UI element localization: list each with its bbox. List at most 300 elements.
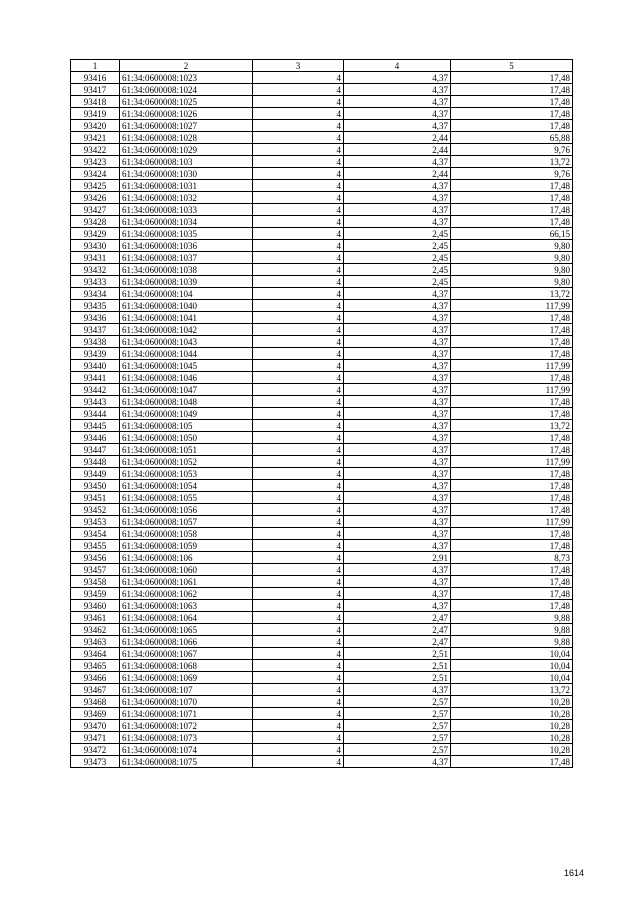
table-cell-col-3: 4 (253, 216, 344, 228)
table-cell-col-3: 4 (253, 312, 344, 324)
table-row (71, 732, 573, 744)
table-cell-col-4: 4,37 (344, 516, 451, 528)
table-cell-col-1: 93419 (71, 108, 120, 120)
table-row (71, 504, 573, 516)
table-row (71, 456, 573, 468)
table-cell-col-2: 61:34:0600008:1030 (120, 168, 253, 180)
table-cell-col-5: 17,48 (451, 324, 573, 336)
table-cell-col-5: 17,48 (451, 96, 573, 108)
table-cell-col-4: 4,37 (344, 288, 451, 300)
table-cell-col-4: 4,37 (344, 120, 451, 132)
table-cell-col-4: 4,37 (344, 84, 451, 96)
table-cell-col-4: 2,51 (344, 672, 451, 684)
table-cell-col-5: 117,99 (451, 300, 573, 312)
table-cell-col-5: 17,48 (451, 84, 573, 96)
table-cell-col-1: 93455 (71, 540, 120, 552)
table-row (71, 288, 573, 300)
table-cell-col-1: 93468 (71, 696, 120, 708)
table-row (71, 696, 573, 708)
table-row (71, 624, 573, 636)
table-cell-col-3: 4 (253, 492, 344, 504)
table-cell-col-1: 93424 (71, 168, 120, 180)
table-cell-col-1: 93426 (71, 192, 120, 204)
table-cell-col-3: 4 (253, 684, 344, 696)
table-cell-col-4: 4,37 (344, 492, 451, 504)
table-cell-col-5: 17,48 (451, 108, 573, 120)
table-cell-col-4: 4,37 (344, 336, 451, 348)
column-header-1: 1 (71, 60, 120, 72)
table-cell-col-1: 93444 (71, 408, 120, 420)
table-cell-col-3: 4 (253, 552, 344, 564)
table-row (71, 672, 573, 684)
table-cell-col-1: 93434 (71, 288, 120, 300)
table-cell-col-5: 17,48 (451, 600, 573, 612)
table-cell-col-1: 93458 (71, 576, 120, 588)
table-row (71, 360, 573, 372)
table-cell-col-1: 93430 (71, 240, 120, 252)
table-row (71, 84, 573, 96)
table-cell-col-5: 17,48 (451, 444, 573, 456)
table-cell-col-5: 17,48 (451, 408, 573, 420)
table-cell-col-1: 93472 (71, 744, 120, 756)
table-cell-col-1: 93453 (71, 516, 120, 528)
table-cell-col-2: 61:34:0600008:1027 (120, 120, 253, 132)
table-cell-col-1: 93432 (71, 264, 120, 276)
table-cell-col-4: 4,37 (344, 348, 451, 360)
table-cell-col-1: 93436 (71, 312, 120, 324)
table-cell-col-4: 4,37 (344, 96, 451, 108)
table-cell-col-1: 93460 (71, 600, 120, 612)
data-table (70, 59, 573, 768)
table-cell-col-5: 17,48 (451, 528, 573, 540)
table-cell-col-4: 4,37 (344, 444, 451, 456)
table-cell-col-3: 4 (253, 480, 344, 492)
table-cell-col-5: 17,48 (451, 468, 573, 480)
table-cell-col-5: 17,48 (451, 396, 573, 408)
table-cell-col-2: 61:34:0600008:1051 (120, 444, 253, 456)
table-cell-col-5: 10,28 (451, 732, 573, 744)
table-row (71, 576, 573, 588)
table-cell-col-5: 9,88 (451, 612, 573, 624)
table-cell-col-3: 4 (253, 204, 344, 216)
table-cell-col-2: 61:34:0600008:1063 (120, 600, 253, 612)
table-cell-col-4: 4,37 (344, 360, 451, 372)
table-cell-col-2: 61:34:0600008:1033 (120, 204, 253, 216)
table-cell-col-3: 4 (253, 432, 344, 444)
table-cell-col-5: 17,48 (451, 480, 573, 492)
table-cell-col-2: 61:34:0600008:1041 (120, 312, 253, 324)
table-row (71, 648, 573, 660)
table-cell-col-2: 61:34:0600008:103 (120, 156, 253, 168)
table-cell-col-2: 61:34:0600008:1055 (120, 492, 253, 504)
table-cell-col-5: 17,48 (451, 432, 573, 444)
table-cell-col-1: 93437 (71, 324, 120, 336)
table-cell-col-2: 61:34:0600008:1044 (120, 348, 253, 360)
table-cell-col-2: 61:34:0600008:1049 (120, 408, 253, 420)
table-row (71, 408, 573, 420)
table-cell-col-3: 4 (253, 348, 344, 360)
table-row (71, 204, 573, 216)
table-cell-col-4: 4,37 (344, 408, 451, 420)
table-cell-col-1: 93463 (71, 636, 120, 648)
table-cell-col-4: 4,37 (344, 540, 451, 552)
table-cell-col-3: 4 (253, 108, 344, 120)
table-cell-col-2: 61:34:0600008:106 (120, 552, 253, 564)
table-row (71, 588, 573, 600)
table-cell-col-1: 93465 (71, 660, 120, 672)
table-cell-col-3: 4 (253, 300, 344, 312)
table-cell-col-5: 17,48 (451, 576, 573, 588)
table-cell-col-2: 61:34:0600008:105 (120, 420, 253, 432)
table-cell-col-3: 4 (253, 240, 344, 252)
table-cell-col-4: 2,44 (344, 132, 451, 144)
table-body (71, 72, 573, 768)
table-cell-col-1: 93446 (71, 432, 120, 444)
table-row (71, 384, 573, 396)
table-cell-col-5: 10,04 (451, 660, 573, 672)
table-cell-col-3: 4 (253, 576, 344, 588)
table-cell-col-3: 4 (253, 636, 344, 648)
table-cell-col-2: 61:34:0600008:1067 (120, 648, 253, 660)
table-cell-col-1: 93421 (71, 132, 120, 144)
table-cell-col-1: 93447 (71, 444, 120, 456)
table-cell-col-1: 93422 (71, 144, 120, 156)
table-cell-col-5: 9,88 (451, 624, 573, 636)
table-cell-col-1: 93443 (71, 396, 120, 408)
table-header-row (71, 60, 573, 72)
table-cell-col-3: 4 (253, 612, 344, 624)
table-cell-col-5: 17,48 (451, 336, 573, 348)
table-cell-col-2: 61:34:0600008:1046 (120, 372, 253, 384)
table-row (71, 312, 573, 324)
table-cell-col-2: 61:34:0600008:104 (120, 288, 253, 300)
table-cell-col-2: 61:34:0600008:1043 (120, 336, 253, 348)
table-cell-col-3: 4 (253, 528, 344, 540)
table-cell-col-3: 4 (253, 660, 344, 672)
table-cell-col-3: 4 (253, 192, 344, 204)
table-cell-col-5: 17,48 (451, 372, 573, 384)
table-row (71, 156, 573, 168)
table-row (71, 708, 573, 720)
table-cell-col-4: 4,37 (344, 456, 451, 468)
table-cell-col-1: 93450 (71, 480, 120, 492)
table-cell-col-4: 4,37 (344, 588, 451, 600)
table-cell-col-4: 4,37 (344, 324, 451, 336)
table-cell-col-5: 17,48 (451, 180, 573, 192)
table-cell-col-5: 117,99 (451, 360, 573, 372)
table-cell-col-3: 4 (253, 372, 344, 384)
table-cell-col-1: 93473 (71, 756, 120, 768)
table-cell-col-2: 61:34:0600008:1028 (120, 132, 253, 144)
table-cell-col-1: 93462 (71, 624, 120, 636)
table-cell-col-1: 93469 (71, 708, 120, 720)
table-cell-col-3: 4 (253, 288, 344, 300)
table-cell-col-2: 61:34:0600008:1073 (120, 732, 253, 744)
table-row (71, 540, 573, 552)
table-cell-col-3: 4 (253, 732, 344, 744)
table-row (71, 492, 573, 504)
table-cell-col-3: 4 (253, 252, 344, 264)
table-cell-col-4: 2,47 (344, 636, 451, 648)
table-cell-col-1: 93420 (71, 120, 120, 132)
table-cell-col-2: 61:34:0600008:1057 (120, 516, 253, 528)
table-cell-col-5: 9,88 (451, 636, 573, 648)
table-cell-col-2: 61:34:0600008:1037 (120, 252, 253, 264)
table-cell-col-5: 8,73 (451, 552, 573, 564)
table-cell-col-1: 93439 (71, 348, 120, 360)
table-cell-col-1: 93427 (71, 204, 120, 216)
table-row (71, 192, 573, 204)
table-cell-col-5: 17,48 (451, 72, 573, 84)
table-cell-col-2: 61:34:0600008:1069 (120, 672, 253, 684)
table-cell-col-4: 4,37 (344, 576, 451, 588)
table-cell-col-5: 117,99 (451, 516, 573, 528)
table-cell-col-3: 4 (253, 384, 344, 396)
table-cell-col-2: 61:34:0600008:1074 (120, 744, 253, 756)
table-cell-col-2: 61:34:0600008:107 (120, 684, 253, 696)
table-cell-col-4: 4,37 (344, 396, 451, 408)
table-cell-col-1: 93459 (71, 588, 120, 600)
table-cell-col-3: 4 (253, 456, 344, 468)
table-cell-col-3: 4 (253, 228, 344, 240)
table-cell-col-2: 61:34:0600008:1050 (120, 432, 253, 444)
table-cell-col-2: 61:34:0600008:1053 (120, 468, 253, 480)
table-cell-col-1: 93464 (71, 648, 120, 660)
table-row (71, 264, 573, 276)
table-row (71, 600, 573, 612)
table-row (71, 336, 573, 348)
table-cell-col-1: 93467 (71, 684, 120, 696)
table-row (71, 180, 573, 192)
table-row (71, 72, 573, 84)
table-cell-col-2: 61:34:0600008:1040 (120, 300, 253, 312)
table-cell-col-1: 93416 (71, 72, 120, 84)
table-cell-col-1: 93451 (71, 492, 120, 504)
table-cell-col-1: 93441 (71, 372, 120, 384)
table-row (71, 552, 573, 564)
table-cell-col-5: 10,04 (451, 672, 573, 684)
table-cell-col-1: 93429 (71, 228, 120, 240)
table-cell-col-2: 61:34:0600008:1047 (120, 384, 253, 396)
table-cell-col-1: 93440 (71, 360, 120, 372)
table-row (71, 720, 573, 732)
table-cell-col-3: 4 (253, 180, 344, 192)
table-cell-col-3: 4 (253, 696, 344, 708)
table-cell-col-5: 17,48 (451, 120, 573, 132)
table-cell-col-1: 93457 (71, 564, 120, 576)
table-cell-col-4: 2,44 (344, 144, 451, 156)
table-cell-col-5: 13,72 (451, 684, 573, 696)
table-cell-col-3: 4 (253, 648, 344, 660)
table-cell-col-1: 93423 (71, 156, 120, 168)
table-cell-col-5: 17,48 (451, 504, 573, 516)
table-row (71, 660, 573, 672)
table-cell-col-4: 4,37 (344, 192, 451, 204)
table-cell-col-3: 4 (253, 540, 344, 552)
table-cell-col-3: 4 (253, 588, 344, 600)
table-cell-col-4: 4,37 (344, 72, 451, 84)
table-cell-col-2: 61:34:0600008:1034 (120, 216, 253, 228)
table-cell-col-5: 17,48 (451, 348, 573, 360)
table-cell-col-5: 9,76 (451, 144, 573, 156)
table-cell-col-3: 4 (253, 756, 344, 768)
table-row (71, 480, 573, 492)
table-cell-col-4: 4,37 (344, 684, 451, 696)
table-cell-col-2: 61:34:0600008:1036 (120, 240, 253, 252)
table-cell-col-4: 2,51 (344, 660, 451, 672)
table-cell-col-2: 61:34:0600008:1048 (120, 396, 253, 408)
table-cell-col-2: 61:34:0600008:1061 (120, 576, 253, 588)
table-cell-col-2: 61:34:0600008:1068 (120, 660, 253, 672)
table-cell-col-3: 4 (253, 408, 344, 420)
table-cell-col-1: 93445 (71, 420, 120, 432)
table-cell-col-5: 10,04 (451, 648, 573, 660)
table-row (71, 516, 573, 528)
table-cell-col-3: 4 (253, 360, 344, 372)
table-cell-col-3: 4 (253, 132, 344, 144)
table-cell-col-5: 10,28 (451, 720, 573, 732)
table-cell-col-5: 10,28 (451, 708, 573, 720)
table-cell-col-2: 61:34:0600008:1072 (120, 720, 253, 732)
table-cell-col-3: 4 (253, 516, 344, 528)
table-cell-col-4: 4,37 (344, 564, 451, 576)
table-cell-col-4: 4,37 (344, 216, 451, 228)
table-cell-col-3: 4 (253, 600, 344, 612)
table-cell-col-2: 61:34:0600008:1059 (120, 540, 253, 552)
table-cell-col-4: 4,37 (344, 300, 451, 312)
table-cell-col-5: 65,88 (451, 132, 573, 144)
table-cell-col-5: 17,48 (451, 588, 573, 600)
table-cell-col-2: 61:34:0600008:1031 (120, 180, 253, 192)
table-cell-col-4: 4,37 (344, 108, 451, 120)
table-cell-col-5: 66,15 (451, 228, 573, 240)
table-cell-col-1: 93456 (71, 552, 120, 564)
table-cell-col-4: 2,47 (344, 624, 451, 636)
table-cell-col-5: 9,76 (451, 168, 573, 180)
table-cell-col-2: 61:34:0600008:1024 (120, 84, 253, 96)
table-cell-col-4: 4,37 (344, 480, 451, 492)
table-cell-col-5: 17,48 (451, 216, 573, 228)
table-cell-col-5: 9,80 (451, 240, 573, 252)
table-cell-col-2: 61:34:0600008:1071 (120, 708, 253, 720)
table-cell-col-4: 4,37 (344, 528, 451, 540)
table-cell-col-4: 4,37 (344, 468, 451, 480)
table-cell-col-3: 4 (253, 468, 344, 480)
table-row (71, 276, 573, 288)
table-cell-col-3: 4 (253, 156, 344, 168)
table-cell-col-4: 2,57 (344, 708, 451, 720)
table-cell-col-3: 4 (253, 96, 344, 108)
table-cell-col-1: 93452 (71, 504, 120, 516)
column-header-5: 5 (451, 60, 573, 72)
table-cell-col-4: 4,37 (344, 504, 451, 516)
table-cell-col-2: 61:34:0600008:1056 (120, 504, 253, 516)
table-cell-col-2: 61:34:0600008:1075 (120, 756, 253, 768)
table-cell-col-4: 4,37 (344, 432, 451, 444)
table-cell-col-5: 117,99 (451, 384, 573, 396)
table-cell-col-2: 61:34:0600008:1052 (120, 456, 253, 468)
table-row (71, 348, 573, 360)
table-cell-col-2: 61:34:0600008:1064 (120, 612, 253, 624)
table-cell-col-1: 93425 (71, 180, 120, 192)
table-row (71, 420, 573, 432)
table-cell-col-3: 4 (253, 420, 344, 432)
table-cell-col-1: 93442 (71, 384, 120, 396)
table-cell-col-4: 4,37 (344, 180, 451, 192)
table-cell-col-1: 93454 (71, 528, 120, 540)
table-cell-col-3: 4 (253, 336, 344, 348)
table-cell-col-2: 61:34:0600008:1035 (120, 228, 253, 240)
table-cell-col-5: 9,80 (451, 276, 573, 288)
table-cell-col-1: 93471 (71, 732, 120, 744)
table-row (71, 300, 573, 312)
table-cell-col-3: 4 (253, 72, 344, 84)
table-cell-col-1: 93417 (71, 84, 120, 96)
table-cell-col-5: 17,48 (451, 192, 573, 204)
table-row (71, 468, 573, 480)
table-cell-col-4: 2,47 (344, 612, 451, 624)
table-row (71, 168, 573, 180)
table-row (71, 216, 573, 228)
table-row (71, 756, 573, 768)
table-row (71, 108, 573, 120)
table-cell-col-3: 4 (253, 144, 344, 156)
table-cell-col-3: 4 (253, 264, 344, 276)
table-row (71, 612, 573, 624)
table-cell-col-3: 4 (253, 708, 344, 720)
table-cell-col-1: 93470 (71, 720, 120, 732)
table-cell-col-1: 93418 (71, 96, 120, 108)
table-cell-col-2: 61:34:0600008:1058 (120, 528, 253, 540)
table-cell-col-2: 61:34:0600008:1070 (120, 696, 253, 708)
table-row (71, 636, 573, 648)
table-cell-col-4: 2,91 (344, 552, 451, 564)
table-row (71, 396, 573, 408)
table-cell-col-3: 4 (253, 504, 344, 516)
table-row (71, 564, 573, 576)
column-header-2: 2 (120, 60, 253, 72)
table-row (71, 252, 573, 264)
table-row (71, 432, 573, 444)
table-row (71, 96, 573, 108)
table-cell-col-4: 4,37 (344, 312, 451, 324)
table-cell-col-5: 117,99 (451, 456, 573, 468)
table-cell-col-5: 17,48 (451, 756, 573, 768)
table-cell-col-4: 4,37 (344, 420, 451, 432)
table-cell-col-1: 93431 (71, 252, 120, 264)
table-cell-col-3: 4 (253, 672, 344, 684)
table-cell-col-4: 4,37 (344, 204, 451, 216)
table-row (71, 228, 573, 240)
table-cell-col-4: 2,45 (344, 264, 451, 276)
table-cell-col-5: 9,80 (451, 264, 573, 276)
table-cell-col-5: 10,28 (451, 744, 573, 756)
table-row (71, 372, 573, 384)
table-cell-col-4: 4,37 (344, 384, 451, 396)
table-cell-col-2: 61:34:0600008:1023 (120, 72, 253, 84)
table-row (71, 528, 573, 540)
table-cell-col-1: 93461 (71, 612, 120, 624)
table-cell-col-3: 4 (253, 84, 344, 96)
table-cell-col-2: 61:34:0600008:1066 (120, 636, 253, 648)
table-cell-col-4: 2,57 (344, 696, 451, 708)
table-cell-col-2: 61:34:0600008:1032 (120, 192, 253, 204)
table-cell-col-4: 2,45 (344, 252, 451, 264)
table-cell-col-3: 4 (253, 276, 344, 288)
table-cell-col-1: 93438 (71, 336, 120, 348)
table-cell-col-5: 17,48 (451, 492, 573, 504)
table-cell-col-3: 4 (253, 744, 344, 756)
